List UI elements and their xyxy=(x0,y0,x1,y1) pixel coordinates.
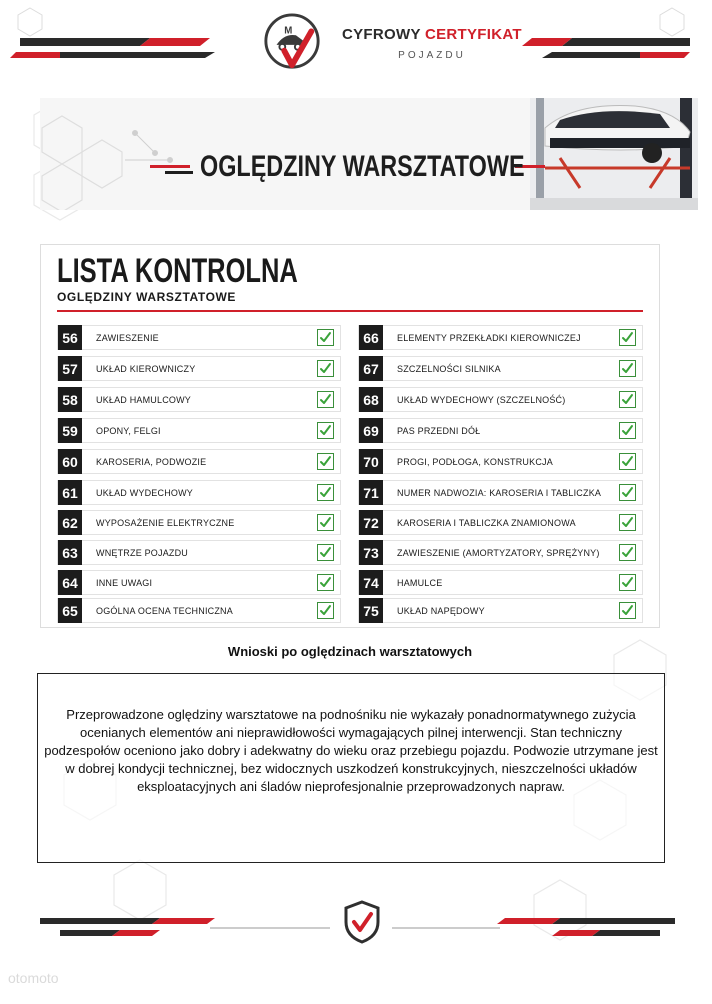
checklist-title: LISTA KONTROLNA xyxy=(57,252,298,290)
item-number: 75 xyxy=(359,598,383,623)
brand-logo-icon xyxy=(262,12,322,72)
item-number: 67 xyxy=(359,356,383,381)
checkbox-checked-icon xyxy=(619,329,636,346)
item-number: 66 xyxy=(359,325,383,350)
checkbox-checked-icon xyxy=(317,574,334,591)
item-number: 65 xyxy=(58,598,82,623)
brand-word-1: CYFROWY xyxy=(342,26,421,43)
checkbox-checked-icon xyxy=(317,484,334,501)
item-label: OGÓLNA OCENA TECHNICZNA xyxy=(96,605,233,616)
item-label: SZCZELNOŚCI SILNIKA xyxy=(397,363,501,374)
checklist-row xyxy=(358,356,643,381)
item-number: 63 xyxy=(58,540,82,565)
checklist-row xyxy=(358,570,643,595)
item-number: 56 xyxy=(58,325,82,350)
item-label: INNE UWAGI xyxy=(96,577,153,588)
checklist-row xyxy=(358,598,643,623)
checklist-row xyxy=(57,387,341,412)
header xyxy=(0,0,712,78)
item-label: UKŁAD NAPĘDOWY xyxy=(397,605,485,616)
shield-check-icon xyxy=(344,900,380,944)
item-number: 60 xyxy=(58,449,82,474)
checkbox-checked-icon xyxy=(317,602,334,619)
checkbox-checked-icon xyxy=(619,544,636,561)
checkbox-checked-icon xyxy=(619,602,636,619)
item-number: 62 xyxy=(58,510,82,535)
checkbox-checked-icon xyxy=(317,391,334,408)
brand-subtitle: POJAZDU xyxy=(398,50,466,61)
checkbox-checked-icon xyxy=(317,422,334,439)
checkbox-checked-icon xyxy=(317,329,334,346)
checklist-row xyxy=(57,598,341,623)
checkbox-checked-icon xyxy=(619,360,636,377)
checkbox-checked-icon xyxy=(619,484,636,501)
item-number: 74 xyxy=(359,570,383,595)
item-number: 59 xyxy=(58,418,82,443)
item-number: 64 xyxy=(58,570,82,595)
item-number: 73 xyxy=(359,540,383,565)
checklist-row xyxy=(57,510,341,535)
checklist-row xyxy=(358,480,643,505)
banner-accent-left-2 xyxy=(165,171,193,174)
checklist-row xyxy=(358,325,643,350)
item-label: UKŁAD WYDECHOWY xyxy=(96,487,194,498)
checklist-row xyxy=(358,510,643,535)
checkbox-checked-icon xyxy=(317,544,334,561)
item-number: 72 xyxy=(359,510,383,535)
checklist-row xyxy=(57,570,341,595)
item-label: NUMER NADWOZIA: KAROSERIA I TABLICZKA xyxy=(397,487,602,498)
item-label: WNĘTRZE POJAZDU xyxy=(96,547,188,558)
checkbox-checked-icon xyxy=(619,422,636,439)
checklist-row xyxy=(57,540,341,565)
item-label: UKŁAD HAMULCOWY xyxy=(96,394,192,405)
banner-accent-left xyxy=(150,165,190,168)
item-number: 69 xyxy=(359,418,383,443)
item-number: 61 xyxy=(58,480,82,505)
item-label: UKŁAD WYDECHOWY (SZCZELNOŚĆ) xyxy=(397,394,566,405)
checklist-row xyxy=(57,449,341,474)
item-number: 71 xyxy=(359,480,383,505)
item-label: PROGI, PODŁOGA, KONSTRUKCJA xyxy=(397,456,553,467)
footer xyxy=(0,892,712,999)
checklist-row xyxy=(57,325,341,350)
watermark: otomoto xyxy=(8,970,59,986)
conclusions-text: Przeprowadzone oględziny warsztatowe na podnośniku nie wykazały ponadnormatywnego zużycia ocenianych elementów ani nieprawidłowości wymagających pilnej interwencji. Stan techniczny podzespołów oceniono jako dobry i adekwatny do wieku oraz przebiegu pojazdu. Podwozie utrzymane jest w dobrej kondycji technicznej, bez widocznych uszkodzeń konstrukcyjnych, nieszczelności układów eksploatacyjnych ani śladów nieprofesjonalnie przeprowadzonych napraw. xyxy=(44,707,658,794)
brand-name xyxy=(342,26,522,61)
checklist-row xyxy=(57,480,341,505)
checklist-row xyxy=(57,356,341,381)
checkbox-checked-icon xyxy=(619,514,636,531)
item-number: 70 xyxy=(359,449,383,474)
checkbox-checked-icon xyxy=(317,360,334,377)
item-label: ZAWIESZENIE (AMORTYZATORY, SPRĘŻYNY) xyxy=(397,547,600,558)
checklist-row xyxy=(358,418,643,443)
checklist-divider xyxy=(57,310,643,312)
checkbox-checked-icon xyxy=(317,514,334,531)
item-label: KAROSERIA I TABLICZKA ZNAMIONOWA xyxy=(397,517,576,528)
item-number: 57 xyxy=(58,356,82,381)
item-label: UKŁAD KIEROWNICZY xyxy=(96,363,196,374)
item-label: ELEMENTY PRZEKŁADKI KIEROWNICZEJ xyxy=(397,332,581,343)
brand-word-2: CERTYFIKAT xyxy=(424,26,522,43)
item-label: KAROSERIA, PODWOZIE xyxy=(96,456,207,467)
checklist-row xyxy=(358,540,643,565)
item-label: PAS PRZEDNI DÓŁ xyxy=(397,425,481,436)
item-label: ZAWIESZENIE xyxy=(96,332,159,343)
checkbox-checked-icon xyxy=(619,574,636,591)
checkbox-checked-icon xyxy=(619,453,636,470)
checklist-row xyxy=(358,387,643,412)
checklist-subtitle: OGLĘDZINY WARSZTATOWE xyxy=(57,290,237,304)
checklist-row xyxy=(57,418,341,443)
checkbox-checked-icon xyxy=(619,391,636,408)
item-number: 68 xyxy=(359,387,383,412)
banner-title: OGLĘDZINY WARSZTATOWE xyxy=(200,150,525,183)
conclusions-title: Wnioski po oględzinach warsztatowych xyxy=(227,644,473,659)
item-label: OPONY, FELGI xyxy=(96,425,161,436)
checkbox-checked-icon xyxy=(317,453,334,470)
item-number: 58 xyxy=(58,387,82,412)
checklist-row xyxy=(358,449,643,474)
logo-letter: M xyxy=(284,25,293,37)
item-label: HAMULCE xyxy=(397,577,443,588)
item-label: WYPOSAŻENIE ELEKTRYCZNE xyxy=(96,517,235,528)
